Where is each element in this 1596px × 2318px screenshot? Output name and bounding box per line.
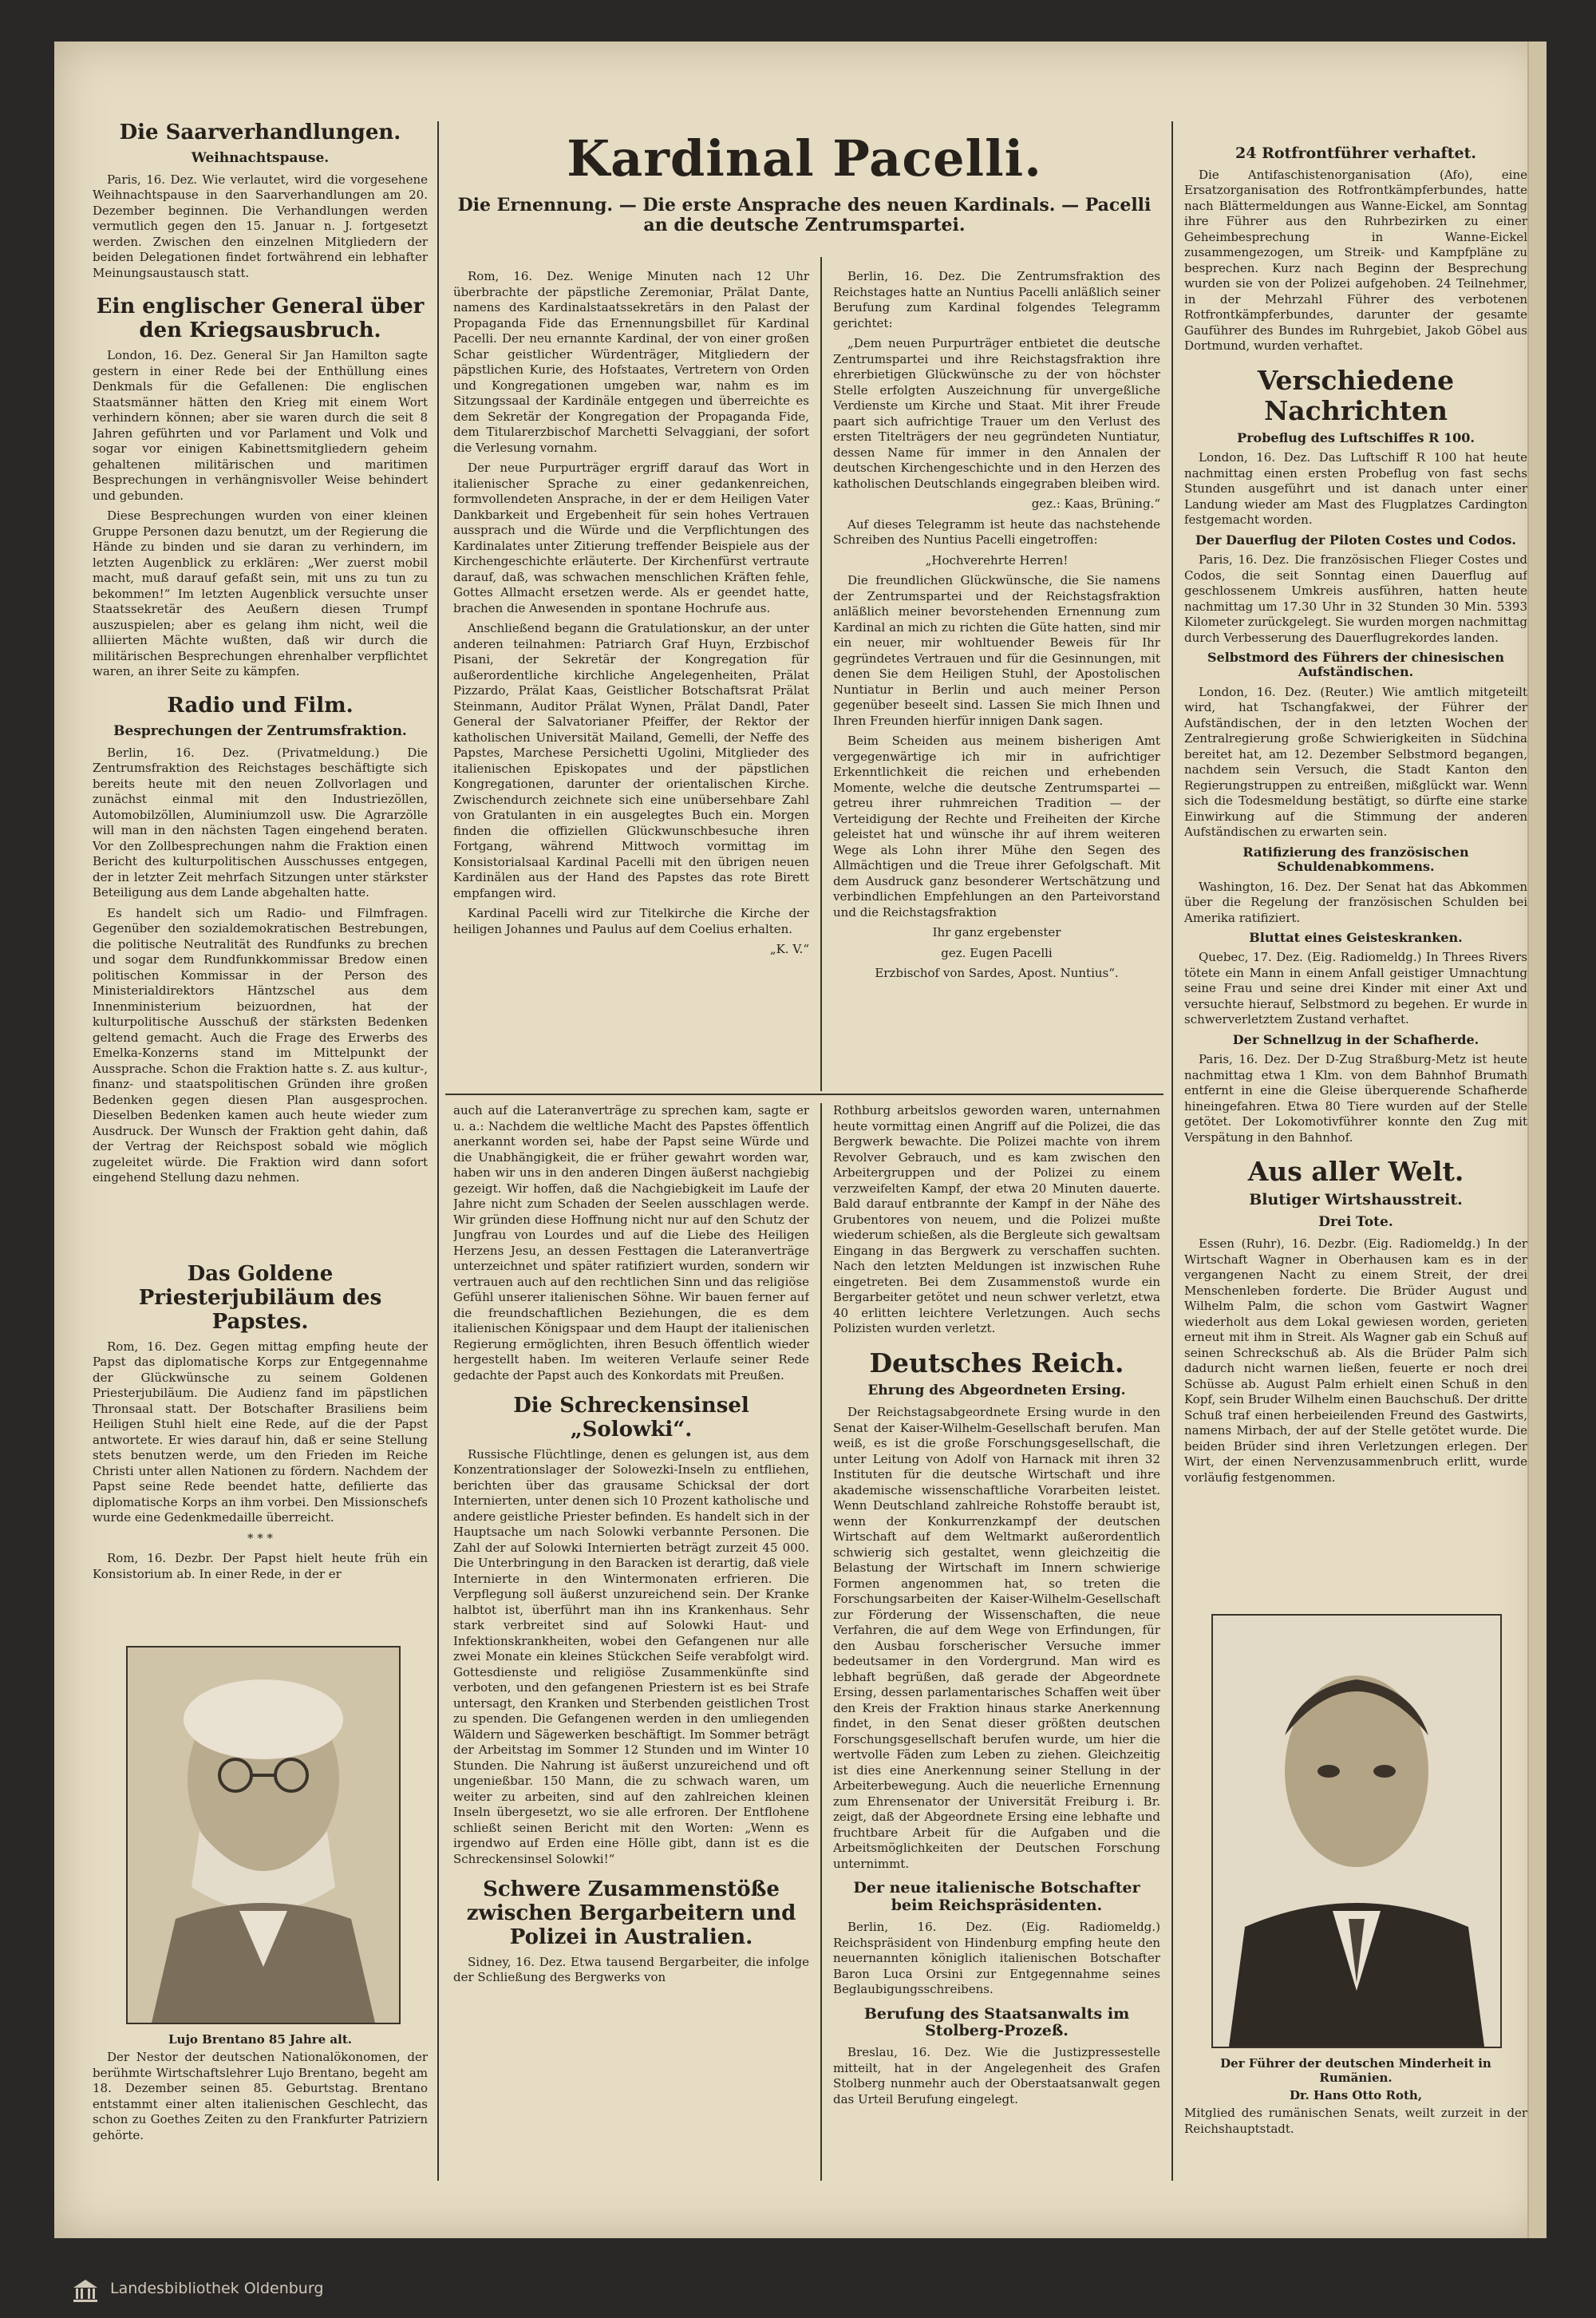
article-letter-p2: Beim Scheiden aus meinem bisherigen Amt vergegenwärtige ich mir in aufrichtiger Erkenntlichkeit die reichen und erhebenden Momente, welche die deutsche Zentrumspartei — getreu ihrer ruhmreichen Tradition — der Verteidigung der Rechte und Freiheiten der Kirche geleistet hat und wünsche ihr auf ihrem weiteren Wege als Lohn ihrer Mühe den Segen des Allmächtigen und die Treue ihrer Gefolgschaft. Mit dem Ausdruck ganz besonderer Wertschätzung und verbindlichen Empfehlungen an den Parteivorstand und die Reichstagsfraktion bbox=[833, 734, 1160, 920]
library-building-icon bbox=[72, 2276, 99, 2304]
page-edge bbox=[1527, 42, 1547, 2238]
subhead-wirtshaus: Drei Tote. bbox=[1318, 1214, 1393, 1231]
headline-deutsches-reich: Deutsches Reich. bbox=[869, 1347, 1124, 1379]
article-pacelli-p3: Anschließend begann die Gratulationskur, an der unter anderen teilnahmen: Patriarch Graf Huyn, Erzbischof Pisani, der Sekretär der Kongregation für außerordentliche kirchliche Angelegenheiten, Prälat Pizzardo, Prälat Kaas, Geistlicher Botschaftsrat Prälat Steinmann, Auditor Prälat Wynen, Prälat Dandl, Pater General der Salvatorianer Pfeiffer, der Rektor der katholischen Universität Mailand, Gemelli, der Neffe des Papstes, Marchese Persichetti Ugolini, Mitglieder des italienischen Episkopates und der päpstlichen Kongregationen, darunter der orientalischen Kirche. Zwischendurch zeichnete sich eine unübersehbare Zahl von Gratulanten in ein ausgelegtes Buch ein. Morgen finden die offiziellen Glückwunschbesuche ihren Fortgang, während Mittwoch vormittag im Konsistorialsaal Kardinal Pacelli mit den übrigen neuen Kardinälen aus der Hand des Papstes das rote Birett empfangen wird. bbox=[453, 621, 809, 900]
article-solowki: Russische Flüchtlinge, denen es gelungen ist, aus dem Konzentrationslager der Solowezki-Inseln zu entfliehen, berichten über das grausame Schicksal der dort Internierten, unter denen sich 10 Prozent katholische und andere geistliche Priester befinden. Es handelt sich in der Hauptsache um nach Solowki verbannte Personen. Die Zahl der auf Solowki Internierten beträgt zurzeit 45 000. Die Unterbringung in den Baracken ist derartig, daß viele Internierte in den Wintermonaten erfrieren. Die Verpflegung soll äußerst unzureichend sein. Der Kranke halbtot ist, überführt man ihn ins Krankenhaus. Sehr stark verbreitet sind auf Solowki Haut- und Infektionskrankheiten, wobei den Gefangenen nur alle zwei Monate ein kleines Stückchen Seife verabfolgt wird. Gottesdienste und religiöse Zusammenkünfte sind verboten, und den gefangenen Priestern ist es bei Strafe untersagt, den Kranken und Sterbenden geistlichen Trost zu spenden. Die Gefangenen werden in den umliegenden Wäldern und Sägewerken beschäftigt. Im Sommer beträgt der Arbeitstag im Sommer 12 Stunden und im Winter 10 Stunden. Die Nahrung ist äußerst unzureichend und oft ungenießbar. 150 Mann, die zu schwach waren, um weiter zu arbeiten, sind auf den zahlreichen kleinen Inseln übergesetzt, wo sie alle erfroren. Der Entflohene schließt seinen Bericht mit den Worten: „Wenn es irgendwo auf Erden eine Hölle gibt, dann ist es die Schreckensinsel Solowki!“ bbox=[453, 1446, 809, 1866]
article-pacelli-p4: Kardinal Pacelli wird zur Titelkirche die Kirche der heiligen Johannes und Paulus auf dem Coelius erhalten. bbox=[453, 906, 809, 936]
headline-jubilee: Das Goldene Priesterjubiläum des Papstes. bbox=[138, 1263, 382, 1334]
letter-signature-title: Erzbischof von Sardes, Apost. Nuntius“. bbox=[875, 966, 1119, 980]
column-1-brentano bbox=[93, 2029, 428, 2181]
column-4-caption bbox=[1184, 2053, 1527, 2181]
article-telegram-p2: „Dem neuen Purpurträger entbietet die deutsche Zentrumspartei und ihre Reichstagsfraktion ihre ehrerbietigen Glückwünsche zu der von höchster Stelle erfolgten Auszeichnung für unvergeßliche Verdienste um Kirche und Staat. Mit ihrer Freude paart sich aufrichtige Trauer um den Verlust des ersten Titelträgers der neu gegründeten Nuntiatur, dessen Name für immer in den Annalen der deutschen Kirchengeschichte und in den Herzen des katholischen Deutschlands eingegraben bleiben wird. bbox=[833, 336, 1160, 491]
library-footer bbox=[0, 2261, 1596, 2318]
subhead-ersing: Ehrung des Abgeordneten Ersing. bbox=[867, 1382, 1126, 1399]
article-rotfront: Die Antifaschistenorganisation (Afo), eine Ersatzorganisation des Rotfrontkämpferbundes, hatte nach Blättermeldungen aus Wanne-Eickel, am Sonntag ihre Führer aus den Ruhrbezirken zu einer Geheimbesprechung in Wanne-Eickel zusammengezogen, um Streik- und Kampfpläne zu besprechen. Kurz nach Beginn der Besprechung wurden sie von der Polizei aufgehoben. 24 Teilnehmer, in der Mehrzahl Führer des verbotenen Rotfrontkämpferbundes, darunter der gesamte Gauführer des Bundes im Ruhrgebiet, Jakob Göbel aus Dortmund, wurden verhaftet. bbox=[1184, 167, 1527, 354]
headline-bluttat: Bluttat eines Geisteskranken. bbox=[1249, 930, 1463, 946]
column-4 bbox=[1184, 145, 1527, 1606]
masthead bbox=[453, 129, 1156, 257]
article-australien-cont: Rothburg arbeitslos geworden waren, unternahmen heute vormittag einen Angriff auf die Polizei, die das Bergwerk bewachte. Die Polizei machte von ihrem Revolver Gebrauch, und es kam zwischen den Arbeitergruppen und der Polizei zu einem verzweifelten Kampf, der etwa 20 Minuten dauerte. Bald darauf entbrannte der Kampf in der Nähe des Grubentores von neuem, und die Polizei mußte wiederum schießen, als die Bergleute sich gewaltsam Eingang in das Bergwerk zu verschaffen suchten. Nach den letzten Meldungen ist inzwischen Ruhe eingetreten. Bei dem Zusammenstoß wurde ein Bergarbeiter getötet und neun schwer verletzt, etwa 40 erlitten leichtere Verletzungen. Auch sechs Polizisten wurden verletzt. bbox=[833, 1103, 1160, 1335]
article-pacelli-source: „K. V.“ bbox=[769, 942, 809, 956]
article-r100: London, 16. Dez. Das Luftschiff R 100 hat heute nachmittag einen ersten Probeflug von fast sechs Stunden ausgeführt und ist danach unter einer Landung wieder am Mast des Flugplatzes Cardington festgemacht worden. bbox=[1184, 450, 1527, 528]
letter-closing: Ihr ganz ergebenster bbox=[932, 925, 1061, 939]
article-general-p1: London, 16. Dez. General Sir Jan Hamilton sagte gestern in einer Rede bei der Enthüllung eines Denkmals für die Gefallenen: Die englischen Staatsmänner hätten den Krieg mit einem Wort verhindern können; aber sie waren durch die seit 8 Jahren geführten und vor Parlament und Volk und sogar vor einigen Kabinettsmitgliedern geheim gehaltenen militärischen und maritimen Besprechungen in verhängnisvoller Weise behindert und gebunden. bbox=[93, 348, 428, 503]
article-radio-p1: Berlin, 16. Dez. (Privatmeldung.) Die Zentrumsfraktion des Reichstages beschäftigte sich bereits heute mit den neuen Zollvorlagen und zunächst einmal mit den Industriezöllen, Automobilzöllen, Aluminiumzoll usw. Die Agrarzölle will man in den nächsten Tagen eingehend beraten. Vor den Zollbesprechungen nahm die Fraktion einen Bericht des kulturpolitischen Ausschusses entgegen, der in letzter Zeit mehrfach Sitzungen unter stärkster Beteiligung aus dem Lande abgehalten hatte. bbox=[93, 745, 428, 900]
headline-costes: Der Dauerflug der Piloten Costes und Codos. bbox=[1195, 532, 1516, 548]
masthead-subtitle: Die Ernennung. — Die erste Ansprache des neuen Kardinals. — Pacelli an die deutsche Zentrumspartei. bbox=[457, 195, 1152, 236]
headline-general: Ein englischer General über den Kriegsausbruch. bbox=[96, 295, 425, 343]
headline-solowki: Die Schreckensinsel „Solowki“. bbox=[513, 1394, 749, 1442]
caption-roth-name: Dr. Hans Otto Roth, bbox=[1289, 2088, 1423, 2102]
headline-verschiedene: Verschiedene Nachrichten bbox=[1257, 364, 1455, 426]
article-letter-intro: Auf dieses Telegramm ist heute das nachstehende Schreiben des Nuntius Pacelli eingetroffen: bbox=[833, 516, 1160, 547]
article-ratifizierung: Washington, 16. Dez. Der Senat hat das Abkommen über die Regelung der französischen Schulden bei Amerika ratifiziert. bbox=[1184, 879, 1527, 925]
masthead-title: Kardinal Pacelli. bbox=[567, 129, 1042, 188]
headline-schnellzug: Der Schnellzug in der Schafherde. bbox=[1232, 1031, 1479, 1047]
headline-ratifizierung: Ratifizierung des französischen Schuldenabkommens. bbox=[1242, 844, 1469, 875]
letter-signature: gez. Eugen Pacelli bbox=[941, 945, 1053, 960]
article-letter-p1: Die freundlichen Glückwünsche, die Sie namens der Zentrumspartei und der Reichstagsfraktion anläßlich meiner bevorstehenden Ernennung zum Kardinal an mich zu richten die Güte hatten, sind mir ein neuer, mir wohltuender Beweis für Ihr gegründetes Vertrauen und für die Gesinnungen, mit denen Sie dem Heiligen Stuhl, der Apostolischen Nuntiatur in Berlin und auch meiner Person gegenüber beseelt sind. Lassen Sie mich Ihnen und Ihren Freunden hierfür innigen Dank sagen. bbox=[833, 573, 1160, 728]
caption-roth: Der Führer der deutschen Minderheit in Rumänien. bbox=[1220, 2056, 1491, 2085]
headline-aus-aller-welt: Aus aller Welt. bbox=[1247, 1156, 1464, 1188]
column-3 bbox=[833, 269, 1160, 1091]
subhead-radio: Besprechungen der Zentrumsfraktion. bbox=[113, 722, 407, 739]
subhead-saar: Weihnachtspause. bbox=[191, 149, 330, 166]
article-schnellzug: Paris, 16. Dez. Der D-Zug Straßburg-Metz ist heute nachmittag etwa 1 Klm. von dem Bahnhof Brumath entfernt in eine die Gleise überquerende Schafherde hineingefahren. Etwa 80 Tiere wurden auf der Stelle getötet. Der Lokomotivführer konnte den Zug mit Verspätung in den Bahnhof. bbox=[1184, 1052, 1527, 1145]
headline-radio: Radio und Film. bbox=[167, 693, 354, 718]
column-2 bbox=[453, 269, 809, 1091]
section-stars: * * * bbox=[247, 1530, 274, 1545]
article-china: London, 16. Dez. (Reuter.) Wie amtlich mitgeteilt wird, hat Tschangfakwei, der Führer der Aufständischen, der in den letzten Wochen der Zentralregierung große Schwierigkeiten in Südchina bereitet hat, am 12. Dezember Selbstmord begangen, nachdem sein Versuch, die Stadt Kanton den Regierungstruppen zu entreißen, mißglückt war. Wenn sich die Todesmeldung bestätigt, so dürfte eine starke Einwirkung auf die Stimmung der anderen Aufständischen zu erwarten sein. bbox=[1184, 684, 1527, 840]
headline-saar: Die Saarverhandlungen. bbox=[119, 121, 401, 144]
column-rule bbox=[820, 1103, 822, 2181]
article-papst-cont: auch auf die Lateranverträge zu sprechen kam, sagte er u. a.: Nachdem die weltliche Macht des Papstes öffentlich anerkannt worden sei, habe der Papst seine Würde und die Unabhängigkeit, die er früher gewahrt worden war, haben wir uns in den anderen Dingen äußerst nachgiebig gezeigt. Wir hoffen, daß die Nachgiebigkeit im Laufe der Jahre nicht zum Schaden der Seelen ausschlagen werde. Wir gründen diese Hoffnung nicht nur auf den Schutz der Jungfrau von Lourdes und auf die Liebe des Heiligen Herzens Jesu, an dessen Festtagen die Lateranverträge unterzeichnet und später ratifiziert wurden, sondern wir vertrauen auch auf den rechtlichen Sinn und das religiöse Gefühl unserer italienischen Söhne. Wir bauen ferner auf die freundschaftlichen Beziehungen, die es dem italienischen Königspaar und dem Haupt der italienischen Regierung ermöglichten, ihren Besuch öffentlich wieder hergestellt haben. Im weiteren Verlaufe seiner Rede gedachte der Papst auch des Konkordats mit Preußen. bbox=[453, 1103, 809, 1382]
column-3-lower bbox=[833, 1103, 1160, 2181]
article-saar: Paris, 16. Dez. Wie verlautet, wird die vorgesehene Weihnachtspause in den Saarverhandlungen am 20. Dezember beginnen. Die Verhandlungen werden vermutlich gegen den 15. Januar n. J. fortgesetzt werden. Zwischen den einzelnen Mitgliedern der beiden Delegationen findet fortwährend ein lebhafter Meinungsaustausch statt. bbox=[93, 172, 428, 280]
article-costes: Paris, 16. Dez. Die französischen Flieger Costes und Codos, die seit Sonntag einen Dauerflug auf geschlossenem Umkreis ausführen, hatten heute nachmittag um 17.30 Uhr in 32 Stunden 30 Min. 5393 Kilometer zurückgelegt. Sie wurden morgen nachmittag durch Verbesserung des Dauerflugrekordes landen. bbox=[1184, 552, 1527, 645]
section-rule bbox=[445, 1094, 1163, 1095]
article-jubilee-p2: Rom, 16. Dezbr. Der Papst hielt heute früh ein Konsistorium ab. In einer Rede, in der er bbox=[93, 1551, 428, 1581]
photo-brentano bbox=[126, 1646, 401, 2024]
caption-roth-note: Mitglied des rumänischen Senats, weilt zurzeit in der Reichshauptstadt. bbox=[1184, 2106, 1527, 2136]
portrait-roth-image bbox=[1213, 1616, 1500, 2047]
newspaper-sheet bbox=[54, 42, 1547, 2238]
article-bluttat: Quebec, 17. Dez. (Eig. Radiomeldg.) In Threes Rivers tötete ein Mann in einem Anfall geistiger Umnachtung seine Frau und seine drei Kinder mit einer Axt und versuchte hierauf, Selbstmord zu begehen. Er wurde in schwerverletztem Zustand verhaftet. bbox=[1184, 950, 1527, 1027]
article-radio-p2: Es handelt sich um Radio- und Filmfragen. Gegenüber den sozialdemokratischen Bestrebungen, die politische Neutralität des Rundfunks zu brechen und sogar dem Rundfunkkommissar Bredow einen politischen Kommissar in der Person des Ministerialdirektors Häntzschel aus dem Innenministerium beizuordnen, hat der kulturpolitische Ausschuß der stärksten Bedenken geltend gemacht. Auch die Frage des Erwerbs des Emelka-Konzerns stand im Mittelpunkt der Aussprache. Schon die Fraktion hatte s. Z. aus kultur-, finanz- und staatspolitischen Gründen ihre großen Bedenken gegen diesen Plan ausgesprochen. Dieselben Bedenken kamen auch heute wieder zum Ausdruck. Der Wunsch der Fraktion geht dahin, daß der Vertrag der Reichspost sobald wie möglich zugeleitet würde. Die Fraktion wird dann sofort eingehend Stellung dazu nehmen. bbox=[93, 905, 428, 1185]
article-brentano: Der Nestor der deutschen Nationalökonomen, der berühmte Wirtschaftslehrer Lujo Brentano, begeht am 18. Dezember seinen 85. Geburtstag. Brentano entstammt einer alten italienischen Geschlecht, das schon zu Goethes Zeiten zu den Frankfurter Patriziern gehörte. bbox=[93, 2050, 428, 2142]
column-1 bbox=[93, 121, 428, 1255]
portrait-brentano-image bbox=[128, 1648, 399, 2023]
caption-brentano: Lujo Brentano 85 Jahre alt. bbox=[168, 2032, 352, 2047]
headline-stolberg: Berufung des Staatsanwalts im Stolberg-Prozeß. bbox=[863, 2004, 1130, 2040]
headline-rotfront: 24 Rotfrontführer verhaftet. bbox=[1235, 145, 1476, 162]
column-rule bbox=[820, 257, 822, 1091]
library-name: Landesbibliothek Oldenburg bbox=[110, 2280, 324, 2297]
photo-roth bbox=[1211, 1614, 1502, 2048]
article-jubilee-p1: Rom, 16. Dez. Gegen mittag empfing heute der Papst das diplomatische Korps zur Entgegennahme der Glückwünsche zu seinem Goldenen Priesterjubiläum. Die Audienz fand im päpstlichen Thronsaal statt. Der Botschafter Brasiliens beim Heiligen Stuhl hielt eine Rede, auf die der Papst antwortete. Er wies darauf hin, daß er seine Stellung stets benutzen werde, um den Frieden im Reiche Christi unter allen Nationen zu fördern. Nachdem der Papst seine Rede beendet hatte, defilierte das diplomatische Korps an ihm vorbei. Den Missionschefs wurde eine Gedenkmedaille überreicht. bbox=[93, 1339, 428, 1525]
headline-australien: Schwere Zusammenstöße zwischen Bergarbeitern und Polizei in Australien. bbox=[466, 1877, 796, 1950]
article-pacelli-p2: Der neue Purpurträger ergriff darauf das Wort in italienischer Sprache zu einer gedankenreichen, formvollendeten Ansprache, in der er dem Heiligen Vater Dankbarkeit und Ergebenheit für sein hohes Vertrauen aussprach und die Würde und die Verpflichtungen des Kardinalates unter Zitierung treffender Beispiele aus der Kirchengeschichte erläuterte. Der Kirchenfürst vertraute darauf, daß, was schwachen menschlichen Kräften fehle, Gottes Allmacht ersetzen werde. Als er geendet hatte, brachen die Anwesenden in spontane Hochrufe aus. bbox=[453, 461, 809, 615]
headline-botschafter: Der neue italienische Botschafter beim Reichspräsidenten. bbox=[853, 1879, 1140, 1915]
article-pacelli-p1: Rom, 16. Dez. Wenige Minuten nach 12 Uhr überbrachte der päpstliche Zeremoniar, Prälat Dante, namens des Kardinalstaatssekretärs in den Palast der Propaganda Fide das Ernennungsbillet für Kardinal Pacelli. Der neu ernannte Kardinal, der von einer großen Schar geistlicher Würdenträger, Mitgliedern der päpstlichen Kurie, des Hofstaates, Vertretern von Orden und Kongregationen umgeben war, nahm es im Sitzungssaal der Kardinäle entgegen und überreichte es dem Sekretär der Kongregation der Propaganda Fide, dem Titularerzbischof Marchetti Selvaggiani, der sofort die Verlesung vornahm. bbox=[453, 269, 809, 455]
article-australien: Sidney, 16. Dez. Etwa tausend Bergarbeiter, die infolge der Schließung des Bergwerks von bbox=[453, 1954, 809, 1985]
article-general-p2: Diese Besprechungen wurden von einer kleinen Gruppe Personen dazu benutzt, um der Regierung die Hände zu binden und sie daran zu verhindern, im letzten Augenblick zu erklären: „Wer zuerst mobil macht, muß darauf gefaßt sein, mit uns zu tun zu bekommen!“ Im letzten Augenblick versuchte unser Staatssekretär des Aeußern diesen Trumpf auszuspielen; aber es gelang ihm nicht, weil die alliierten Mächte wußten, daß wir durch die militärischen Besprechungen ehrenhalber verpflichtet waren, an ihrer Seite zu kämpfen. bbox=[93, 508, 428, 679]
telegram-signature: gez.: Kaas, Brüning.“ bbox=[1031, 496, 1160, 511]
headline-r100: Probeflug des Luftschiffes R 100. bbox=[1237, 429, 1475, 445]
column-rule bbox=[1171, 121, 1173, 2181]
headline-china: Selbstmord des Führers der chinesischen Aufständischen. bbox=[1207, 650, 1504, 680]
column-2-lower bbox=[453, 1103, 809, 2181]
article-ersing: Der Reichstagsabgeordnete Ersing wurde in den Senat der Kaiser-Wilhelm-Gesellschaft berufen. Man weiß, es ist die große Forschungsgesellschaft, die unter Leitung von Adolf von Harnack mit ihren 32 Instituten für die deutsche Wirtschaft und ihre akademische wissenschaftliche Vorarbeiten leistet. Wenn Deutschland zahlreiche Rohstoffe beraubt ist, wenn der Konkurrenzkampf der deutschen Wirtschaft auf dem Weltmarkt außerordentlich schwierig sich gestaltet, wenn gleichzeitig die Belastung der Wirtschaft im Innern schwierige Formen angenommen hat, so treten die Forschungsarbeiten der Kaiser-Wilhelm-Gesellschaft zur Förderung der Wissenschaften, die neue Verfahren, die auf dem Wege von Erfindungen, für den Ausbau forscherischer Versuche immer bedeutsamer in den Vordergrund. Man wird es lebhaft begrüßen, daß gerade der Abgeordnete Ersing, dessen parlamentarisches Schaffen weit über den Kreis der Fraktion hinaus starke Anerkennung findet, in den Senat dieser größten deutschen Forschungsgesellschaft berufen wurde, um hier die wertvolle Fäden zum Leben zu ziehen. Gleichzeitig ist dies eine Anerkennung seiner Stellung in der Arbeiterbewegung. Auch die neuerliche Ernennung zum Ehrensenator der Universität Freiburg i. Br. zeigt, daß der Abgeordnete Ersing eine lebhafte und fruchtbare Arbeit für die Aufgaben und die Arbeitsmöglichkeiten der Deutschen Forschung unternimmt. bbox=[833, 1405, 1160, 1871]
article-telegram-p1: Berlin, 16. Dez. Die Zentrumsfraktion des Reichstages hatte an Nuntius Pacelli anläßlich seiner Berufung zum Kardinal folgendes Telegramm gerichtet: bbox=[833, 269, 1160, 330]
column-1-jubilee bbox=[93, 1263, 428, 1638]
letter-salutation: „Hochverehrte Herren! bbox=[925, 552, 1069, 568]
column-rule bbox=[437, 121, 439, 2181]
article-stolberg: Breslau, 16. Dez. Wie die Justizpressestelle mitteilt, hat in der Angelegenheit des Grafen Stolberg nunmehr auch der Oberstaatsanwalt gegen das Urteil Berufung eingelegt. bbox=[833, 2045, 1160, 2106]
article-botschafter: Berlin, 16. Dez. (Eig. Radiomeldg.) Reichspräsident von Hindenburg empfing heute den neuernannten königlich italienischen Botschafter Baron Luca Orsini zur Entgegennahme seines Beglaubigungsschreibens. bbox=[833, 1920, 1160, 1997]
article-wirtshaus: Essen (Ruhr), 16. Dezbr. (Eig. Radiomeldg.) In der Wirtschaft Wagner in Oberhausen kam es in der vergangenen Nacht zu einem Streit, der drei Menschenleben forderte. Die Brüder August und Wilhelm Palm, die schon vom Gastwirt Wagner wiederholt aus dem Lokal gewiesen worden, gerieten erneut mit ihm in Streit. Als Wagner gab ein Schuß auf seinen Schreckschuß ab. Als die Brüder Palm sich dadurch nicht warnen ließen, feuerte er noch drei Schüsse ab. August Palm erhielt einen Schuß in den Kopf, sein Bruder Wilhelm einen Bauchschuß. Der dritte Schuß traf einen herbeieilenden Freund des Gastwirts, namens Mirbach, der auf der Stelle getötet wurde. Die beiden Brüder sind ihren Verletzungen erlegen. Der Wirt, der einen Nervenzusammenbruch erlitt, wurde vorläufig festgenommen. bbox=[1184, 1236, 1527, 1485]
headline-wirtshaus: Blutiger Wirtshausstreit. bbox=[1249, 1191, 1463, 1209]
